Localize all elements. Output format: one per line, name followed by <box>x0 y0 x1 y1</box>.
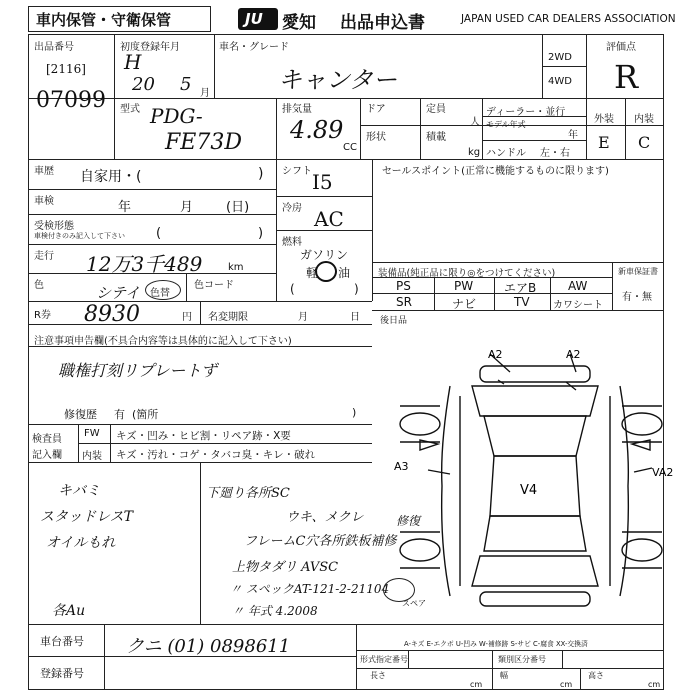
fuel-close: ) <box>354 282 359 296</box>
reg-number-label: 登録番号 <box>40 667 84 680</box>
wheel-front-right <box>622 413 662 435</box>
warranty-options: 有・無 <box>622 292 652 303</box>
engine-value: 4.89 <box>290 116 344 144</box>
inspector-int-label: 内装 <box>82 451 102 462</box>
inspector-fw-label: FW <box>84 428 100 439</box>
model-line1: PDG- <box>150 104 203 128</box>
hood <box>472 386 598 416</box>
fuel-light: 軽 <box>306 266 319 280</box>
note-right-5: 〃 スペックAT-121-2-21104 <box>230 582 390 596</box>
mark-a2-left: A2 <box>488 348 503 361</box>
model-label: 型式 <box>120 104 140 115</box>
notes-text: 職権打刻リプレートず <box>58 361 217 380</box>
repair-label: 修復歴 <box>64 408 97 421</box>
name-change-day: 日 <box>350 312 360 323</box>
association-name: JAPAN USED CAR DEALERS ASSOCIATION <box>461 13 676 25</box>
rating-ext-value: E <box>598 133 610 152</box>
car-damage-diagram <box>380 346 676 632</box>
inspector-label: 検査員 <box>32 434 62 445</box>
wheel-front-left <box>400 413 440 435</box>
fuel-label: 燃料 <box>282 237 302 248</box>
capacity-label: 定員 <box>426 104 446 115</box>
mark-a3: A3 <box>394 460 409 473</box>
registration-month: 5 <box>180 74 192 95</box>
shape-label: 形状 <box>366 132 386 143</box>
fuel-value: ガソリン <box>300 248 349 262</box>
equipment-airbag: エアB <box>504 281 537 295</box>
chassis-label: 車台番号 <box>40 635 84 648</box>
rating-int-value: C <box>638 133 651 152</box>
wheel-rear-left <box>400 539 440 561</box>
mileage-label: 走行 <box>34 251 54 262</box>
equipment-ps: PS <box>396 279 411 293</box>
org-name: 愛知 <box>282 13 316 33</box>
repair-close: ) <box>352 406 357 419</box>
left-side <box>442 386 450 596</box>
rating-label: 評価点 <box>606 42 636 53</box>
r-ticket-unit: 円 <box>182 312 192 323</box>
storage-title: 車内保管・守衛保管 <box>36 11 172 29</box>
reception-close: ) <box>258 226 264 241</box>
r-ticket-label: R券 <box>34 310 51 321</box>
note-left-4: 各Au <box>52 603 86 619</box>
mileage-value: 12万3千489 <box>86 252 203 276</box>
rear-bumper <box>480 592 590 606</box>
repair-value: 有 <box>114 408 125 421</box>
note-left-3: オイルもれ <box>46 535 116 551</box>
handle-label: ハンドル <box>486 148 526 159</box>
drive-4wd: 4WD <box>548 76 572 87</box>
lot-label: 出品番号 <box>34 42 74 53</box>
mark-va2: VA2 <box>652 466 674 479</box>
shift-label: シフト <box>282 166 312 177</box>
inspector-fw-items: キズ・凹み・ヒビ割・リペア跡・X要 <box>116 430 291 442</box>
rear-window <box>484 516 586 551</box>
registration-month-unit: 月 <box>200 88 210 99</box>
note-repair: 修復 <box>396 514 421 528</box>
note-spare: スペア <box>402 599 426 608</box>
shift-value: I5 <box>312 170 333 194</box>
note-left-2: スタッドレスT <box>40 509 133 525</box>
engine-unit: CC <box>343 142 357 153</box>
ju-logo <box>238 8 278 30</box>
inspector-label-2: 記入欄 <box>32 450 62 461</box>
equipment-leather: カワシート <box>553 300 603 311</box>
rear-items-label: 後日品 <box>380 316 408 326</box>
length-label: 長さ <box>370 671 386 680</box>
color-code-label: 色コード <box>194 280 234 291</box>
handle-options: 左・右 <box>540 148 570 159</box>
inspection-day-unit: (日) <box>226 200 250 215</box>
car-name-label: 車名・グレード <box>219 42 289 53</box>
dealer-label: ディーラー・並行 <box>486 107 566 118</box>
car-name-value: キャンター <box>278 66 398 94</box>
chassis-value: クニ (01) 0898611 <box>126 636 291 657</box>
reception-note: 車検付きのみ記入して下さい <box>34 232 125 240</box>
type-label: 形式指定番号 <box>360 655 408 664</box>
warranty-label: 新車保証書 <box>618 267 658 276</box>
drive-2wd: 2WD <box>548 52 572 63</box>
history-value: 自家用・( <box>80 169 142 185</box>
rating-ext-label: 外装 <box>594 114 614 125</box>
inspector-int-items: キズ・汚れ・コゲ・タバコ臭・キレ・破れ <box>116 449 316 461</box>
fuel-circle <box>315 261 337 282</box>
front-bumper <box>480 366 590 382</box>
form-title: 出品申込書 <box>340 13 425 33</box>
model-line2: FE73D <box>165 130 242 155</box>
fuel-oil: 油 <box>338 266 351 280</box>
note-right-2: ウキ、メクレ <box>286 510 364 525</box>
selling-points-label: セールスポイント(正常に機能するものに限ります) <box>382 166 609 177</box>
r-ticket-value: 8930 <box>84 302 140 327</box>
class-label: 類別区分番号 <box>498 655 546 664</box>
height-unit: cm <box>648 680 661 689</box>
repair-place: (箇所 <box>132 408 159 421</box>
model-year-label: モデル年式 <box>486 120 526 129</box>
color-value: シテイ <box>96 284 140 302</box>
rating-grade: R <box>614 58 639 96</box>
note-right-3: フレームC穴各所鉄板補修 <box>244 534 397 549</box>
model-year-unit: 年 <box>568 130 578 141</box>
door-label: ドア <box>366 104 386 115</box>
equipment-sr: SR <box>396 295 412 309</box>
note-right-6: 〃 年式 4.2008 <box>232 604 318 618</box>
color-label: 色 <box>34 280 44 291</box>
note-left-1: キバミ <box>58 483 100 499</box>
registration-era: H <box>124 50 142 74</box>
ac-value: AC <box>314 207 344 231</box>
ac-label: 冷房 <box>282 203 302 214</box>
width-unit: cm <box>560 680 573 689</box>
load-label: 積載 <box>426 132 446 143</box>
equipment-tv: TV <box>514 295 530 309</box>
inspection-year-unit: 年 <box>118 200 132 215</box>
equipment-pw: PW <box>454 279 474 293</box>
note-right-4: 上物タダリ AVSC <box>232 560 339 575</box>
right-side <box>620 386 628 596</box>
history-label: 車歴 <box>34 166 54 177</box>
note-right-1: 下廻り各所SC <box>206 486 290 501</box>
mark-v4: V4 <box>520 483 538 498</box>
reception-label: 受検形態 <box>34 221 74 232</box>
name-change-month: 月 <box>298 312 308 323</box>
reception-open: ( <box>156 226 162 241</box>
damage-legend: A-キズ E-エクボ U-凹み W-補修跡 S-サビ C-腐食 XX-交換済 <box>404 640 588 648</box>
wheel-rear-right <box>622 539 662 561</box>
engine-label: 排気量 <box>282 104 312 115</box>
equipment-navi: ナビ <box>452 297 477 311</box>
height-label: 高さ <box>588 671 604 680</box>
notes-label: 注意事項申告欄(不具合内容等は具体的に記入して下さい) <box>34 336 292 347</box>
width-label: 幅 <box>500 671 508 680</box>
name-change-label: 名変期限 <box>208 312 248 323</box>
history-close: ) <box>258 166 264 182</box>
equipment-label: 装備品(純正品に限り◎をつけてください) <box>378 268 556 279</box>
registration-year: 20 <box>132 74 155 95</box>
length-unit: cm <box>470 680 483 689</box>
lot-subcode: [2116] <box>46 62 86 76</box>
load-unit: kg <box>468 147 481 158</box>
fuel-open: ( <box>290 282 295 296</box>
windshield <box>484 416 586 456</box>
inspection-month-unit: 月 <box>180 200 194 215</box>
capacity-unit: 人 <box>470 117 480 128</box>
trunk <box>472 556 598 586</box>
mark-a2-right: A2 <box>566 348 581 361</box>
rating-int-label: 内装 <box>634 114 654 125</box>
registration-label: 初度登録年月 <box>120 42 180 53</box>
lot-number: 07099 <box>36 88 106 113</box>
mileage-unit: km <box>228 262 244 273</box>
color-change-label: 色替 <box>150 288 170 299</box>
equipment-aw: AW <box>568 279 588 293</box>
inspection-label: 車検 <box>34 196 54 207</box>
ju-logo-text: JU <box>245 10 263 28</box>
